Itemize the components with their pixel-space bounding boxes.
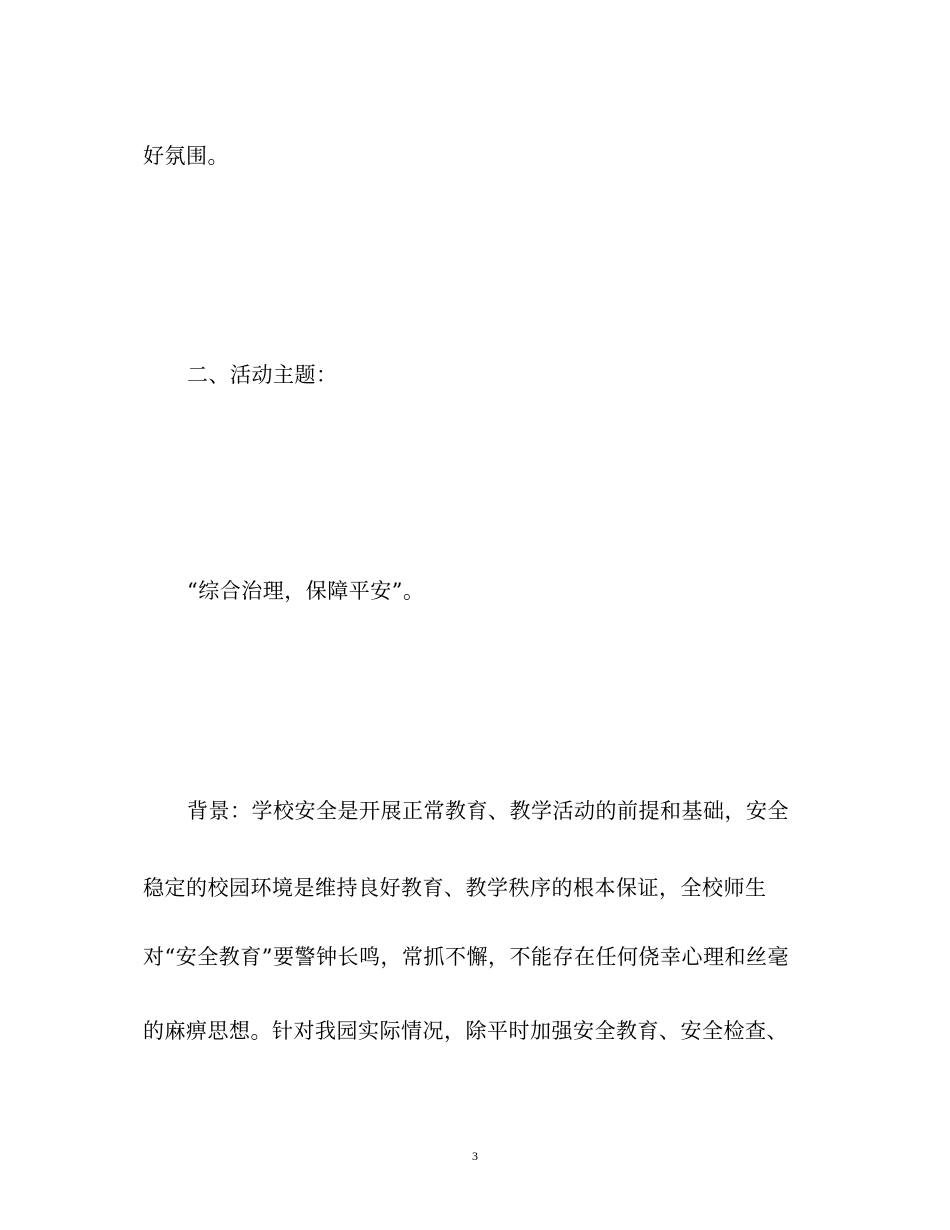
page-number: 3 (472, 1149, 478, 1163)
paragraph-line: 对“安全教育”要警钟长鸣，常抓不懈，不能存在任何侥幸心理和丝毫 (143, 945, 789, 969)
paragraph-line: 背景：学校安全是开展正常教育、教学活动的前提和基础，安全 (187, 799, 789, 823)
theme-line: “综合治理，保障平安”。 (187, 579, 425, 603)
paragraph-line: 的麻痹思想。针对我园实际情况，除平时加强安全教育、安全检查、 (143, 1019, 788, 1043)
continuation-line: 好氛围。 (143, 144, 229, 168)
paragraph-line: 稳定的校园环境是维持良好教育、教学秩序的根本保证，全校师生 (143, 876, 767, 900)
section-heading: 二、活动主题： (187, 363, 338, 387)
